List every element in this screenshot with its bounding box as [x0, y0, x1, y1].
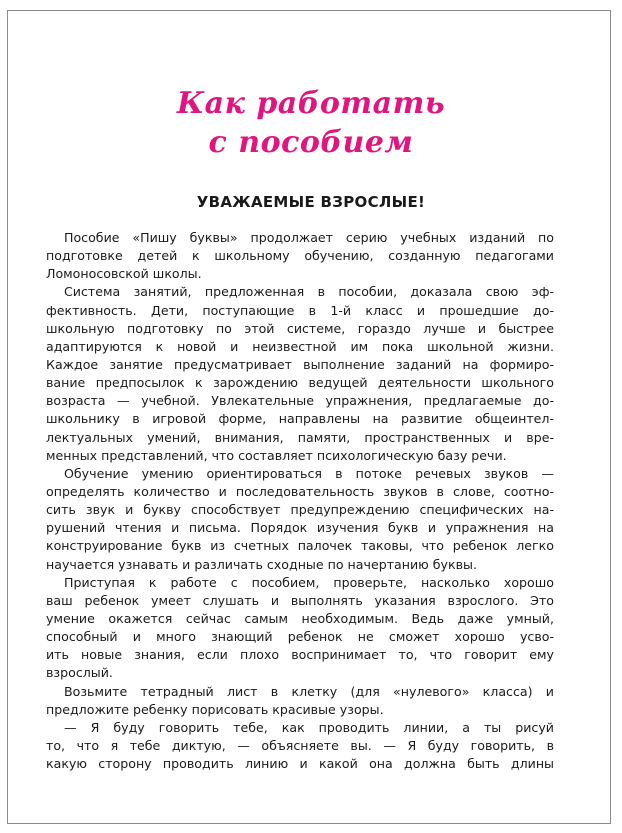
text-line: фективность. Дети, поступающие в 1-й класс и прошедшие до- [46, 302, 554, 318]
text-line: Ломоносовской школы. [46, 266, 202, 282]
text-line: вание предпосылок к зарождению ведущей деятельности школьного [46, 375, 554, 391]
text-line: научается узнавать и различать сходные по начертанию буквы. [46, 556, 477, 572]
text-line: школьнику в игровой форме, направлены на развитие общеинтел- [46, 411, 554, 427]
text-line: рушений чтения и письма. Порядок изучения букв и упражнения на [46, 520, 554, 536]
text-line: определять количество и последовательность звуков в слове, соотно- [46, 483, 554, 499]
text-line: ить новые знания, если плохо воспринимает то, что говорит ему [46, 647, 554, 663]
text-line: Возьмите тетрадный лист в клетку (для «нулевого» класса) и [64, 683, 554, 699]
text-line: Пособие «Пишу буквы» продолжает серию учебных изданий по [64, 230, 554, 245]
body-text [46, 229, 554, 773]
text-line: школьную подготовку по этой системе, гораздо лучше и быстрее [46, 320, 554, 336]
text-line: Система занятий, предложенная в пособии, доказала свою эф- [64, 284, 554, 300]
section-heading: УВАЖАЕМЫЕ ВЗРОСЛЫЕ! [196, 193, 426, 211]
text-line: какую сторону проводить линию и какой она должна быть длины [46, 756, 554, 772]
text-line: предложите ребенку порисовать красивые узоры. [46, 701, 384, 717]
text-line: — Я буду говорить тебе, как проводить линии, а ты рисуй [64, 719, 554, 735]
text-line: сить звук и букву способствует предупреждению специфических на- [46, 502, 554, 518]
text-line: Каждое занятие предусматривает выполнение заданий на формиро- [46, 356, 554, 372]
text-line: то, что я тебе диктую, — объясняете вы. — Я буду говорить, в [46, 737, 554, 753]
text-line: Обучение умению ориентироваться в потоке речевых звуков — [64, 465, 554, 481]
text-line: подготовке детей к школьному обучению, созданную педагогами [46, 248, 554, 264]
text-line: возраста — учебной. Увлекательные упражнения, предлагаемые до- [46, 393, 554, 409]
page-title-line-2: с пособием [208, 125, 414, 160]
text-line: ваш ребенок умеет слушать и выполнять указания взрослого. Это [46, 592, 554, 608]
text-line: лектуальных умений, внимания, памяти, пространственных и вре- [46, 429, 554, 445]
text-line: конструирование букв из счетных палочек таковы, что ребенок легко [46, 538, 554, 554]
text-line: адаптируются к новой и неизвестной им пока школьной жизни. [46, 338, 554, 354]
text-line: Приступая к работе с пособием, проверьте, насколько хорошо [64, 574, 554, 590]
text-line: взрослый. [46, 665, 113, 681]
text-line: способный и много знающий ребенок не сможет хорошо усво- [46, 629, 554, 645]
text-line: умение окажется сейчас самым необходимым. Ведь даже умный, [46, 610, 554, 626]
text-line: менных представлений, что составляет психологическую базу речи. [46, 447, 507, 463]
page-title-line-1: Как работать [176, 86, 446, 121]
